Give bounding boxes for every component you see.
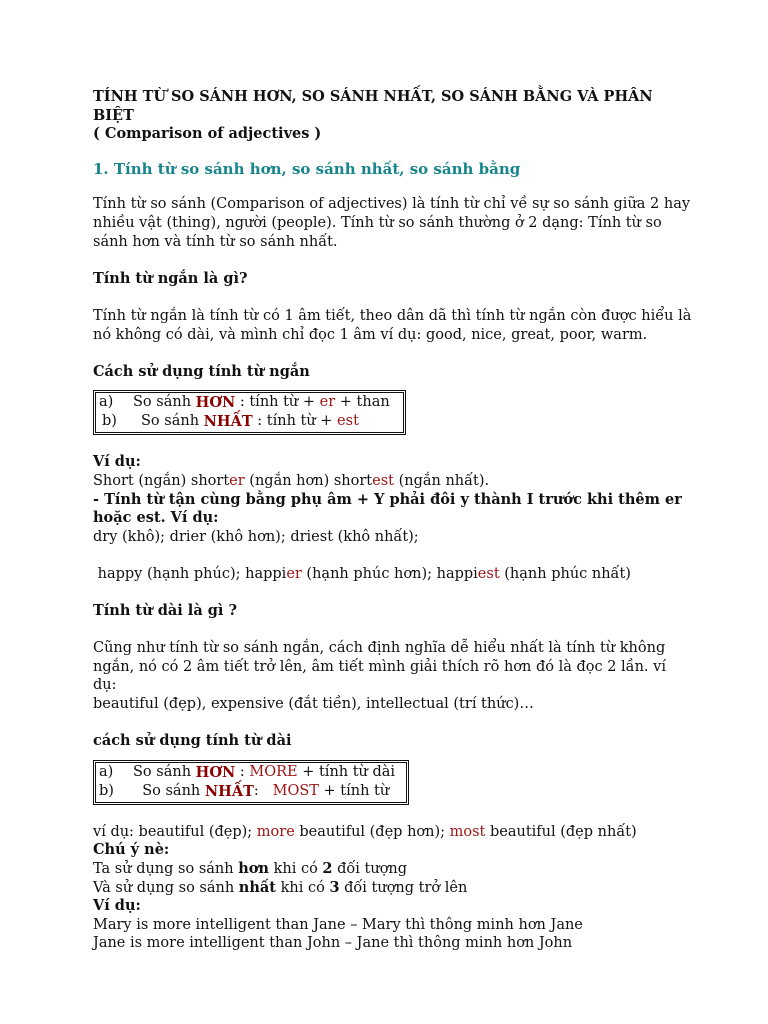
rule-keyword: HƠN <box>195 763 236 781</box>
note-line <box>93 860 693 879</box>
long-adj-definition: beautiful (đẹp), expensive (đắt tiền), intellectual (trí thức)… <box>93 696 534 713</box>
example-suffix: est <box>372 472 394 489</box>
note-text: khi có <box>268 861 323 877</box>
long-adj-usage-heading: cách sử dụng tính từ dài <box>93 732 292 750</box>
example-text: beautiful (đẹp nhất) <box>485 823 637 840</box>
note-emphasis: 2 <box>322 860 333 877</box>
example-line <box>93 472 693 491</box>
rule-prefix: So sánh <box>133 782 205 799</box>
short-adj-question: Tính từ ngắn là gì? <box>93 269 248 287</box>
example-label: Ví dụ: <box>93 453 141 471</box>
document-title: TÍNH TỪ SO SÁNH HƠN, SO SÁNH NHẤT, SO SÁNH BẰNG VÀ PHÂN BIỆT <box>93 88 653 124</box>
note-line: - Tính từ tận cùng bằng phụ âm + Y phải đôi y thành I trước khi thêm er <box>93 490 682 508</box>
long-adj-rules-box <box>93 760 409 805</box>
rule-row <box>99 782 402 801</box>
example-line <box>93 565 693 584</box>
rule-end: + tính từ <box>318 782 390 799</box>
note-line: hoặc est. Ví dụ: <box>93 509 219 527</box>
example-line <box>93 823 693 842</box>
example-text: ví dụ: beautiful (đẹp); <box>93 823 257 840</box>
rule-keyword: HƠN <box>195 394 236 412</box>
rule-middle: : <box>235 763 250 780</box>
example-text: beautiful (đẹp hơn); <box>294 823 450 840</box>
example-suffix: est <box>477 565 500 582</box>
short-adj-definition: Tính từ ngắn là tính từ có 1 âm tiết, theo dân dã thì tính từ ngắn còn được hiểu là <box>93 307 692 324</box>
section-heading: 1. Tính từ so sánh hơn, so sánh nhất, so sánh bằng <box>93 159 521 178</box>
rule-prefix: So sánh <box>133 394 196 411</box>
rule-end: + than <box>335 394 390 411</box>
note-text: Ta sử dụng so sánh <box>93 861 239 877</box>
example-label: Ví dụ: <box>93 897 141 915</box>
rule-row <box>99 393 399 412</box>
example-text: Short (ngắn) short <box>93 472 230 489</box>
example-word: more <box>256 823 295 840</box>
rule-keyword: NHẤT <box>203 413 253 431</box>
rule-row <box>99 763 402 782</box>
short-adj-rules-box <box>93 390 406 435</box>
rule-word: MORE <box>249 763 298 780</box>
example-suffix: er <box>229 472 245 489</box>
example-sentence: Mary is more intelligent than Jane – Mary thì thông minh hơn Jane <box>93 916 583 933</box>
document-subtitle: ( Comparison of adjectives ) <box>93 125 322 143</box>
example-suffix: er <box>286 565 302 582</box>
rule-prefix: So sánh <box>133 763 196 780</box>
note-emphasis: nhất <box>238 878 276 896</box>
note-text: khi có <box>275 879 330 896</box>
long-adj-definition: Cũng như tính từ so sánh ngắn, cách định nghĩa dễ hiểu nhất là tính từ không <box>93 640 666 657</box>
example-line: dry (khô); drier (khô hơn); driest (khô nhất); <box>93 528 419 545</box>
example-text: (hạnh phúc hơn); happi <box>301 565 478 582</box>
rule-middle: : tính từ + <box>252 413 338 430</box>
note-line <box>93 879 693 898</box>
example-text: (ngắn hơn) short <box>244 472 373 489</box>
note-text: Và sử dụng so sánh <box>93 879 239 896</box>
rule-middle: : tính từ + <box>235 394 320 411</box>
long-adj-question: Tính từ dài là gì ? <box>93 602 237 620</box>
rule-label: b) <box>102 413 117 430</box>
intro-line: sánh hơn và tính từ so sánh nhất. <box>93 233 338 250</box>
example-word: most <box>449 823 486 840</box>
note-emphasis: hơn <box>238 860 269 877</box>
note-text: đối tượng <box>332 861 408 877</box>
intro-line: Tính từ so sánh (Comparison of adjectives) là tính từ chỉ về sự so sánh giữa 2 hay <box>93 196 691 213</box>
short-adj-definition: nó không có dài, và mình chỉ đọc 1 âm ví dụ: good, nice, great, poor, warm. <box>93 326 648 343</box>
intro-line: nhiều vật (thing), người (people). Tính từ so sánh thường ở 2 dạng: Tính từ so <box>93 214 662 231</box>
rule-end: + tính từ dài <box>297 763 396 780</box>
long-adj-definition: ngắn, nó có 2 âm tiết trở lên, âm tiết mình giải thích rõ hơn đó là đọc 2 lần. ví dụ: <box>93 658 666 694</box>
rule-suffix: est <box>337 413 359 430</box>
note-emphasis: 3 <box>329 878 340 896</box>
example-text: (hạnh phúc nhất) <box>499 565 631 582</box>
rule-middle: : <box>253 782 273 799</box>
rule-label: a) <box>99 763 114 780</box>
rule-word: MOST <box>272 782 319 799</box>
example-text: (ngắn nhất). <box>393 472 490 489</box>
rule-label: a) <box>99 394 114 411</box>
rule-keyword: NHẤT <box>204 782 254 800</box>
rule-suffix: er <box>319 394 336 411</box>
document-page <box>93 88 693 953</box>
rule-prefix: So sánh <box>141 413 204 430</box>
note-text: đối tượng trở lên <box>339 879 468 896</box>
rule-label: b) <box>99 782 114 799</box>
note-label: Chú ý nè: <box>93 841 170 859</box>
example-text: happy (hạnh phúc); happi <box>93 565 287 582</box>
example-sentence: Jane is more intelligent than John – Jane thì thông minh hơn John <box>93 935 573 952</box>
rule-row <box>99 412 399 431</box>
short-adj-usage-heading: Cách sử dụng tính từ ngắn <box>93 362 310 380</box>
